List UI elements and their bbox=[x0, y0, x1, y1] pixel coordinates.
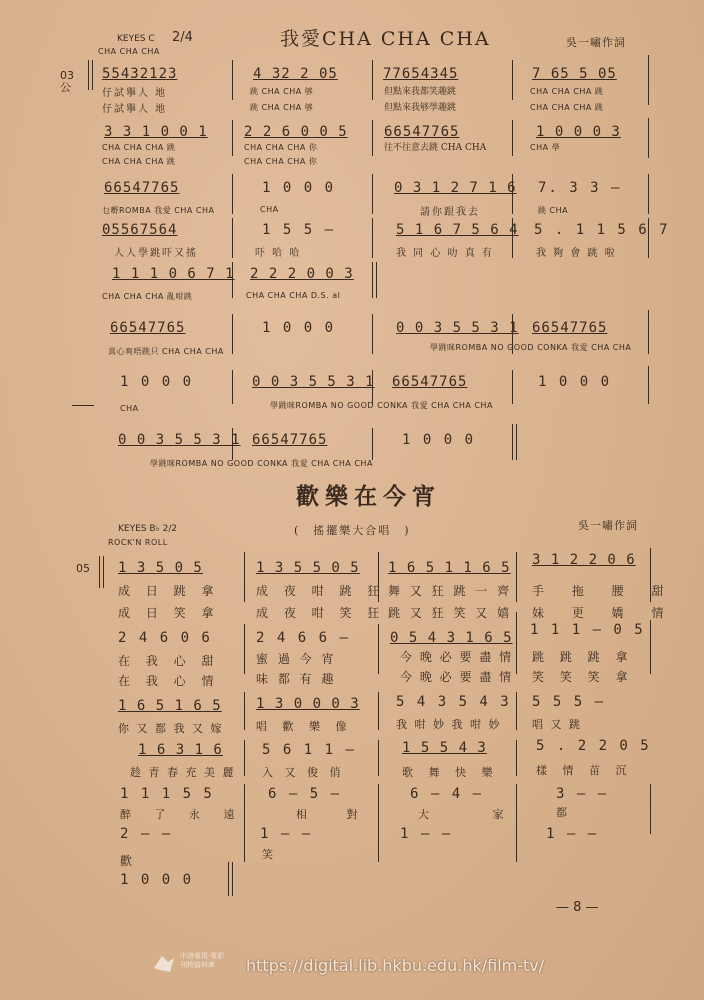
notation: 66547765 bbox=[110, 320, 186, 336]
lyric: 跳 CHA CHA 够 bbox=[250, 87, 314, 96]
lyric: CHA CHA CHA 跳 bbox=[530, 103, 604, 112]
notation: 0 0 3 5 5 3 1 bbox=[252, 374, 375, 390]
lyric: 學跳咪ROMBA NO GOOD CONKA 我愛 CHA CHA CHA bbox=[270, 401, 493, 410]
notation: 77654345 bbox=[383, 66, 459, 82]
notation: 2 — — bbox=[120, 826, 173, 842]
notation: 3 — — bbox=[556, 786, 609, 802]
notation: 3 3 1 0 0 1 bbox=[104, 124, 208, 140]
notation: 1 3 0 0 0 3 bbox=[256, 696, 360, 712]
notation: 1 6 3 1 6 bbox=[138, 742, 223, 758]
notation: 1 — — bbox=[260, 826, 313, 842]
song1-tempo-marker: 03 公 bbox=[60, 69, 74, 94]
lyric: 蜜 過 今 宵 bbox=[256, 652, 337, 666]
notation: 1 0 0 0 bbox=[120, 374, 194, 390]
notation: 66547765 bbox=[384, 124, 460, 140]
song2-tempo-marker: 05 bbox=[76, 562, 90, 575]
lyric: 吓 哈 哈 bbox=[255, 248, 302, 259]
lyric: 手 拖 腰 甜 bbox=[532, 584, 676, 598]
lyric: 乜嘢ROMBA 我愛 CHA CHA bbox=[102, 206, 215, 215]
song1-title: 我愛CHA CHA CHA bbox=[280, 28, 491, 50]
notation: 5 1 6 7 5 6 4 bbox=[396, 222, 519, 238]
lyric: 但點來我都笑趣跳 bbox=[384, 87, 457, 97]
song2-tempo: ROCK'N ROLL bbox=[108, 538, 168, 547]
lyric: 我 夠 會 跳 啦 bbox=[536, 248, 617, 259]
lyric: 成 夜 咁 跳 狂 bbox=[256, 584, 386, 598]
notation: 55432123 bbox=[102, 66, 178, 82]
lyric: CHA CHA CHA 亂咁跳 bbox=[102, 292, 193, 301]
lyric: 在 我 心 情 bbox=[118, 674, 220, 688]
notation: 1 — — bbox=[400, 826, 453, 842]
notation: 66547765 bbox=[532, 320, 608, 336]
notation: 1 5 5 — bbox=[262, 222, 336, 238]
lyric: 今 晚 必 要 盡 情 bbox=[400, 670, 514, 684]
notation: 6 — 4 — bbox=[410, 786, 484, 802]
notation: 2 4 6 6 — bbox=[256, 630, 350, 646]
lyric: 唱 歡 樂 像 bbox=[256, 720, 353, 733]
notation: 1 0 0 0 3 bbox=[536, 124, 621, 140]
notation: 1 1 1 5 5 bbox=[120, 786, 214, 802]
lyric: CHA CHA CHA 跳 bbox=[530, 87, 604, 96]
notation: 0 0 3 5 5 3 1 bbox=[118, 432, 241, 448]
notation: 5 . 1 1 5 6 7 bbox=[534, 222, 670, 238]
line-marker bbox=[72, 405, 94, 406]
notation: 2 2 2 0 0 3 bbox=[250, 266, 354, 282]
lyric: 歡 bbox=[120, 854, 135, 868]
song1-key: KEYES C bbox=[117, 34, 155, 44]
song2-key: KEYES B♭ 2/2 bbox=[118, 524, 178, 534]
song1-author: 吳一嘯作詞 bbox=[566, 36, 626, 49]
notation: 7. 3 3 — bbox=[538, 180, 622, 196]
lyric: CHA CHA CHA 跳 bbox=[102, 157, 176, 166]
film-tv-logo-icon bbox=[150, 950, 178, 978]
notation: 1 6 5 1 1 6 5 bbox=[388, 560, 511, 576]
lyric: CHA 學 bbox=[530, 143, 561, 152]
lyric: 趁 青 春 充 美 麗 bbox=[130, 766, 236, 779]
notation: 5 6 1 1 — bbox=[262, 742, 356, 758]
lyric: CHA CHA CHA 你 bbox=[244, 157, 318, 166]
song2-title: 歡樂在今宵 bbox=[296, 483, 441, 510]
lyric: 成 日 笑 拿 bbox=[118, 606, 220, 620]
lyric: 我 同 心 叻 真 有 bbox=[396, 248, 494, 259]
lyric: CHA bbox=[120, 404, 139, 413]
lyric: 成 日 跳 拿 bbox=[118, 584, 220, 598]
lyric: 跳 又 狂 笑 又 嬉 bbox=[388, 606, 513, 620]
notation: 1 6 5 1 6 5 bbox=[118, 698, 222, 714]
lyric: 但點來我够學趣跳 bbox=[384, 103, 457, 113]
lyric: 笑 笑 笑 拿 bbox=[532, 670, 634, 684]
lyric: 我 咁 妙 我 咁 妙 bbox=[396, 718, 502, 731]
notation: 5 4 3 5 4 3 bbox=[396, 694, 511, 710]
source-url[interactable]: https://digital.lib.hkbu.edu.hk/film-tv/ bbox=[246, 956, 545, 975]
lyric: 學跳咪ROMBA NO GOOD CONKA 我愛 CHA CHA CHA bbox=[150, 459, 373, 468]
lyric: 人人學跳吓又搖 bbox=[114, 248, 198, 259]
lyric: 歌 舞 快 樂 bbox=[402, 766, 499, 779]
lyric: CHA CHA CHA 跳 bbox=[102, 143, 176, 152]
lyric: 妹 更 嬌 情 bbox=[532, 606, 676, 620]
song1-tempo: CHA CHA CHA bbox=[98, 47, 160, 56]
notation: 1 5 5 4 3 bbox=[402, 740, 487, 756]
notation: 1 3 5 0 5 bbox=[118, 560, 203, 576]
notation: 2 2 6 0 0 5 bbox=[244, 124, 348, 140]
notation: 1 3 5 5 0 5 bbox=[256, 560, 360, 576]
lyric: 跳 跳 跳 拿 bbox=[532, 650, 634, 664]
song2-subtitle: ( 搖擺樂大合唱 ) bbox=[294, 524, 411, 537]
lyric: 大 家 bbox=[418, 808, 534, 821]
lyric: 你 又 都 我 又 嫁 bbox=[118, 722, 224, 735]
lyric: 跳 CHA bbox=[538, 206, 569, 215]
notation: 0 0 3 5 5 3 1 bbox=[396, 320, 519, 336]
notation: 1 1 1 0 6 7 1 bbox=[112, 266, 235, 282]
notation: 1 1 1 — 0 5 bbox=[530, 622, 645, 638]
lyric: 請你跟我去 bbox=[420, 207, 480, 218]
notation: 0 5 4 3 1 6 5 bbox=[390, 630, 513, 646]
lyric: 醉 了 永 遠 bbox=[120, 808, 245, 821]
lyric: 入 又 俊 俏 bbox=[262, 766, 345, 779]
notation: 66547765 bbox=[392, 374, 468, 390]
notation: 5 . 2 2 0 5 bbox=[536, 738, 651, 754]
lyric: CHA CHA CHA 你 bbox=[244, 143, 318, 152]
lyric: 唱 又 跳 bbox=[532, 718, 582, 731]
notation: 05567564 bbox=[102, 222, 178, 238]
notation: 1 — — bbox=[546, 826, 599, 842]
lyric: 舞 又 狂 跳 一 齊 bbox=[388, 584, 513, 598]
lyric: 相 對 bbox=[296, 808, 376, 821]
lyric: 今 晚 必 要 盡 情 bbox=[400, 650, 514, 664]
lyric: CHA CHA CHA D.S. al bbox=[246, 291, 341, 300]
notation: 1 0 0 0 bbox=[538, 374, 612, 390]
notation: 4 32 2 05 bbox=[253, 66, 338, 82]
notation: 2 4 6 0 6 bbox=[118, 630, 212, 646]
lyric: 跳 CHA CHA 够 bbox=[250, 103, 314, 112]
lyric: 往不往意去跳 CHA CHA bbox=[384, 143, 487, 153]
song2-author: 吳一嘯作詞 bbox=[578, 519, 638, 532]
lyric: CHA bbox=[260, 205, 279, 214]
notation: 1 0 0 0 bbox=[120, 872, 194, 888]
notation: 66547765 bbox=[104, 180, 180, 196]
page-number: — 8 — bbox=[556, 900, 599, 915]
lyric: 成 夜 咁 笑 狂 bbox=[256, 606, 386, 620]
notation: 5 5 5 — bbox=[532, 694, 606, 710]
lyric: 真心爽唔跳只 CHA CHA CHA bbox=[108, 347, 224, 356]
lyric: 在 我 心 甜 bbox=[118, 654, 220, 668]
time-signature: 2/4 bbox=[172, 30, 193, 45]
lyric: 樣 情 苗 沉 bbox=[536, 764, 633, 777]
notation: 7 65 5 05 bbox=[532, 66, 617, 82]
notation: 66547765 bbox=[252, 432, 328, 448]
lyric: 學跳咪ROMBA NO GOOD CONKA 我愛 CHA CHA bbox=[430, 343, 632, 352]
lyric: 都 bbox=[556, 806, 569, 819]
notation: 1 0 0 0 bbox=[262, 180, 336, 196]
lyric: 仔試擧人 地 bbox=[102, 88, 168, 99]
notation: 0 3 1 2 7 1 6 bbox=[394, 180, 517, 196]
notation: 1 0 0 0 bbox=[262, 320, 336, 336]
lyric: 仔試擧人 地 bbox=[102, 104, 168, 115]
lyric: 味 都 有 趣 bbox=[256, 672, 337, 686]
logo-caption: 中港電視·電影 刊物資料庫 bbox=[180, 952, 225, 969]
notation: 1 0 0 0 bbox=[402, 432, 476, 448]
notation: 3 1 2 2 0 6 bbox=[532, 552, 636, 568]
lyric: 笑 bbox=[262, 848, 275, 861]
notation: 6 — 5 — bbox=[268, 786, 342, 802]
